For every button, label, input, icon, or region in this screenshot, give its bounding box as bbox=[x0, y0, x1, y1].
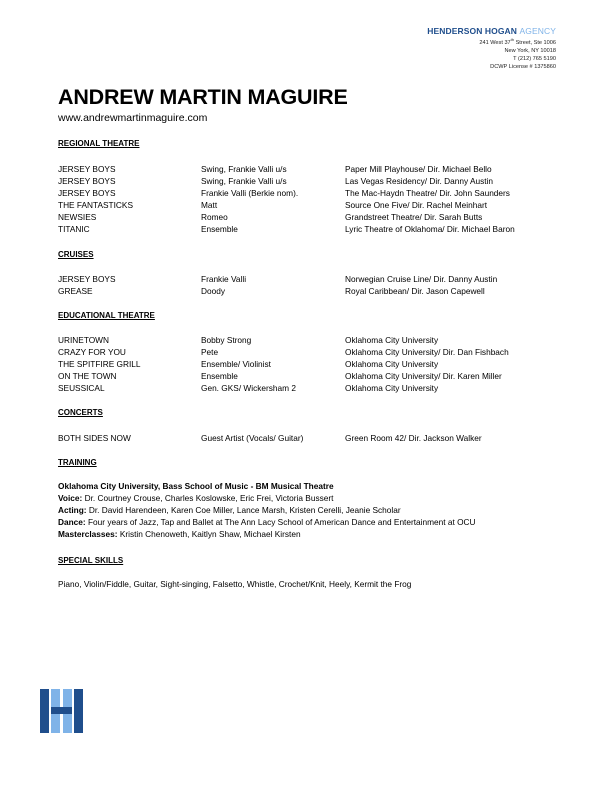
section-training: TRAINING bbox=[58, 458, 97, 467]
agency-header bbox=[427, 26, 556, 72]
agency-phone: T (212) 765 5190 bbox=[513, 56, 556, 63]
agency-license: DCWP License # 1375860 bbox=[490, 64, 556, 71]
section-concerts: CONCERTS bbox=[58, 408, 103, 417]
agency-name-secondary: AGENCY bbox=[519, 26, 556, 36]
training-masterclasses: Masterclasses: Kristin Chenoweth, Kaitlyn Shaw, Michael Kirsten bbox=[58, 529, 301, 539]
logo-bar-left bbox=[40, 689, 49, 733]
agency-address: 241 West 37th Street, Ste 1006 bbox=[479, 37, 556, 46]
training-acting: Acting: Dr. David Harendeen, Karen Coe Miller, Lance Marsh, Kristen Cerelli, Jeanie Scholar bbox=[58, 505, 401, 515]
section-educational-theatre: EDUCATIONAL THEATRE bbox=[58, 311, 155, 320]
section-cruises: CRUISES bbox=[58, 250, 94, 259]
logo-bar-right bbox=[74, 689, 83, 733]
agency-name-primary: HENDERSON HOGAN bbox=[427, 26, 518, 36]
agency-city: New York, NY 10018 bbox=[504, 48, 556, 55]
section-regional-theatre: REGIONAL THEATRE bbox=[58, 139, 140, 148]
agency-name bbox=[427, 26, 556, 36]
logo-crossbar bbox=[51, 707, 72, 714]
website-link[interactable]: www.andrewmartinmaguire.com bbox=[58, 112, 208, 124]
training-dance: Dance: Four years of Jazz, Tap and Ballet at The Ann Lacy School of American Dance and Entertainment at OCU bbox=[58, 517, 476, 527]
agency-logo-icon bbox=[40, 689, 83, 733]
training-voice: Voice: Dr. Courtney Crouse, Charles Koslowske, Eric Frei, Victoria Bussert bbox=[58, 493, 334, 503]
page-title: ANDREW MARTIN MAGUIRE bbox=[58, 85, 348, 109]
special-skills-text: Piano, Violin/Fiddle, Guitar, Sight-singing, Falsetto, Whistle, Crochet/Knit, Heely, Kermit the Frog bbox=[58, 579, 412, 589]
section-special-skills: SPECIAL SKILLS bbox=[58, 556, 124, 565]
training-school: Oklahoma City University, Bass School of Music - BM Musical Theatre bbox=[58, 481, 334, 491]
